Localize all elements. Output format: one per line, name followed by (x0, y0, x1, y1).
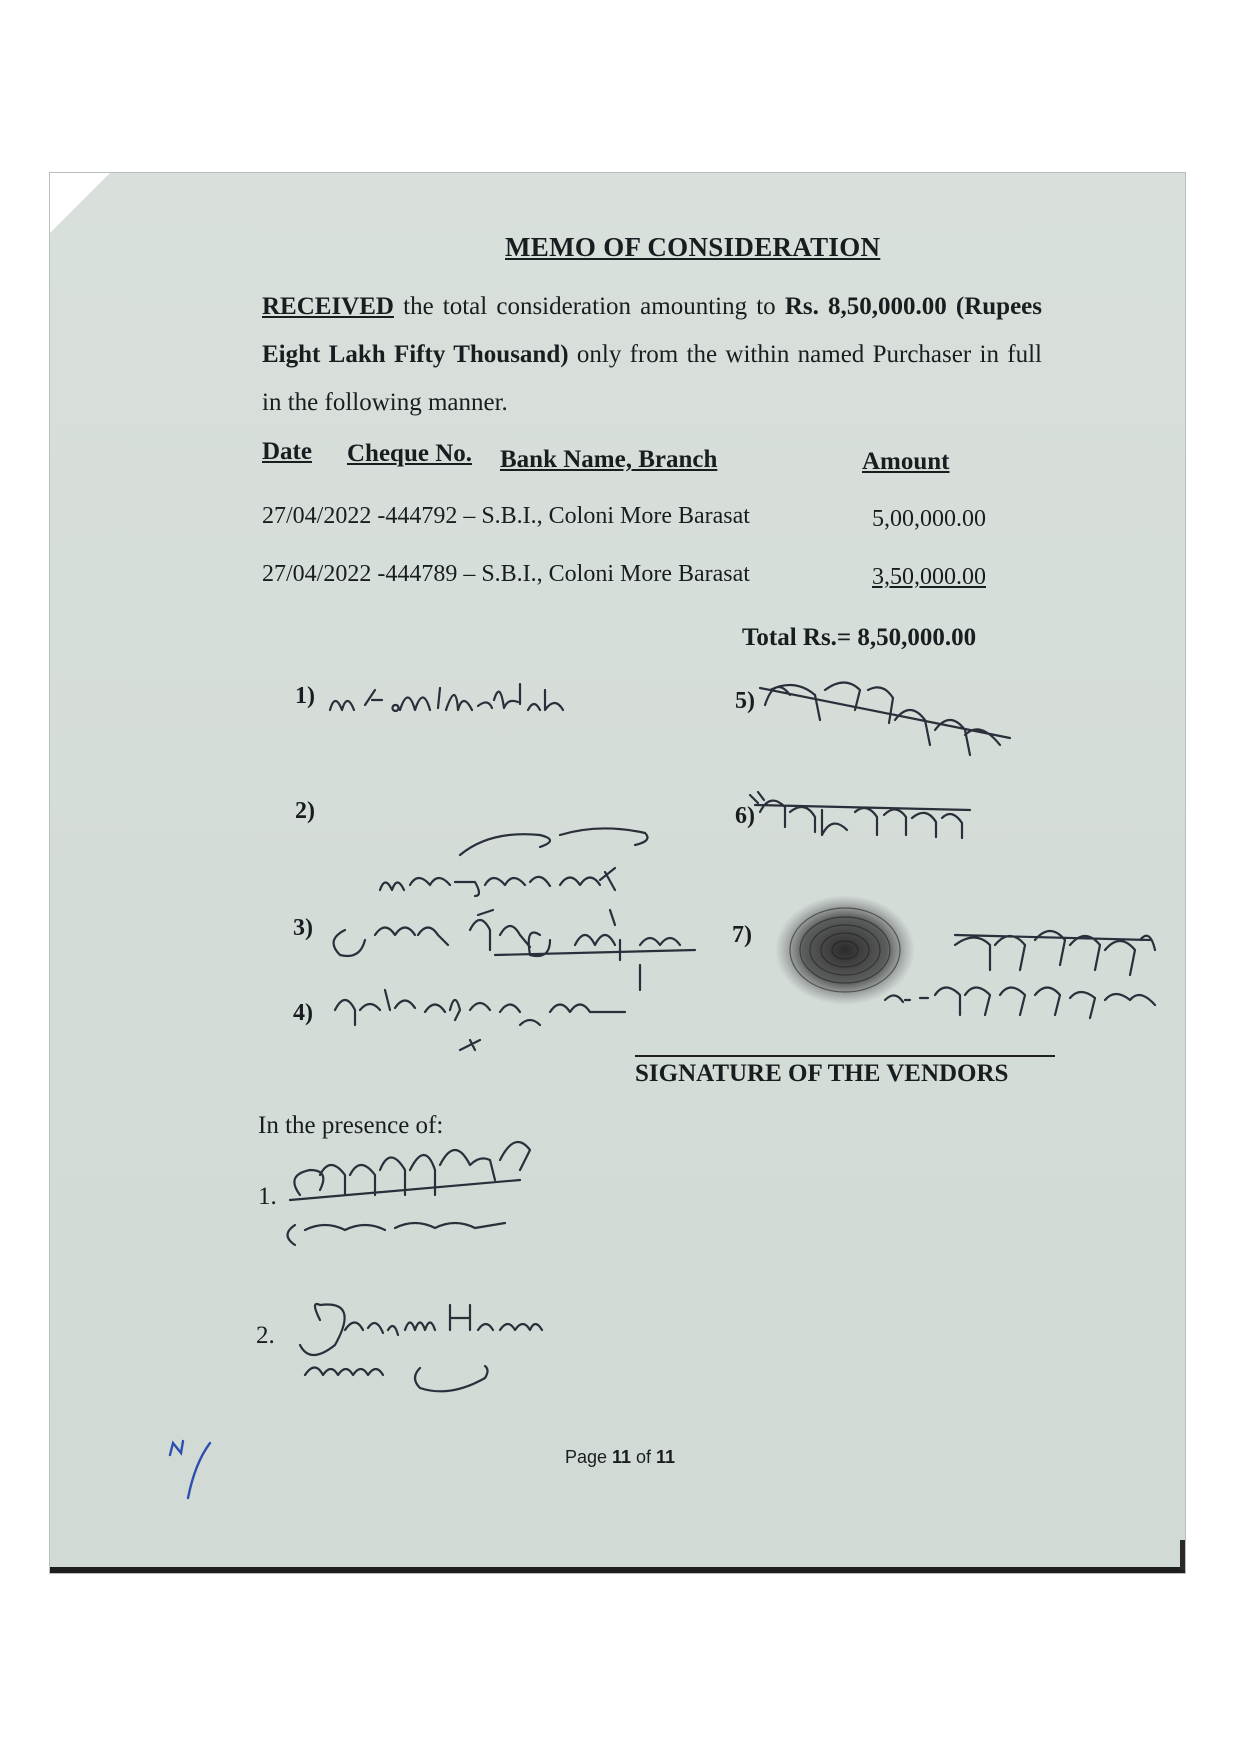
thumb-impression (775, 895, 915, 1005)
received-word: RECEIVED (262, 293, 394, 320)
witness-2-signature (300, 1304, 542, 1391)
vendor-number-4: 4) (293, 1000, 313, 1026)
total-amount: Total Rs.= 8,50,000.00 (742, 624, 977, 651)
vendor-number-6: 6) (735, 803, 755, 829)
vendor-number-7: 7) (732, 922, 752, 948)
presence-heading: In the presence of: (258, 1112, 444, 1139)
vendor-number-3: 3) (293, 915, 313, 941)
vendor-3-signature (334, 910, 695, 990)
signature-of-vendors-label: SIGNATURE OF THE VENDORS (635, 1060, 1009, 1087)
amount-in-words: (Rupees Eight Lakh Fifty Thousand) (262, 293, 1042, 368)
memo-title: MEMO OF CONSIDERATION (505, 232, 881, 262)
header-date: Date (262, 438, 312, 465)
amount-figure: Rs. 8,50,000.00 (784, 293, 947, 320)
payment-row-1-amount: 5,00,000.00 (872, 506, 986, 532)
vendor-number-1: 1) (295, 683, 315, 709)
header-bank-branch: Bank Name, Branch (500, 446, 718, 473)
vendor-1-signature (330, 684, 563, 711)
vendor-4-signature (335, 990, 625, 1050)
vendor-number-5: 5) (735, 688, 755, 714)
witness-number-2: 2. (256, 1322, 275, 1349)
vendor-7-signature (885, 931, 1155, 1018)
witness-number-1: 1. (258, 1183, 277, 1210)
vendor-5-signature (760, 683, 1010, 756)
vendor-6-signature (750, 792, 970, 838)
witness-1-signature (288, 1142, 531, 1245)
vendor-number-2: 2) (295, 798, 315, 824)
payment-row-1-details: 27/04/2022 -444792 – S.B.I., Coloni More Barasat (262, 503, 750, 529)
payment-row-2-details: 27/04/2022 -444789 – S.B.I., Coloni More Barasat (262, 561, 750, 587)
margin-mark (170, 1441, 210, 1498)
vendor-2-signature (380, 828, 647, 896)
page-number: Page 11 of 11 (564, 1447, 676, 1467)
header-cheque-no: Cheque No. (347, 440, 473, 467)
header-amount: Amount (862, 448, 950, 475)
payment-row-2-amount: 3,50,000.00 (872, 564, 986, 590)
intro-text-2: only from the within named Purchaser in full in the following manner. (262, 341, 1042, 416)
intro-text-1: the total consideration amounting to (393, 293, 785, 320)
